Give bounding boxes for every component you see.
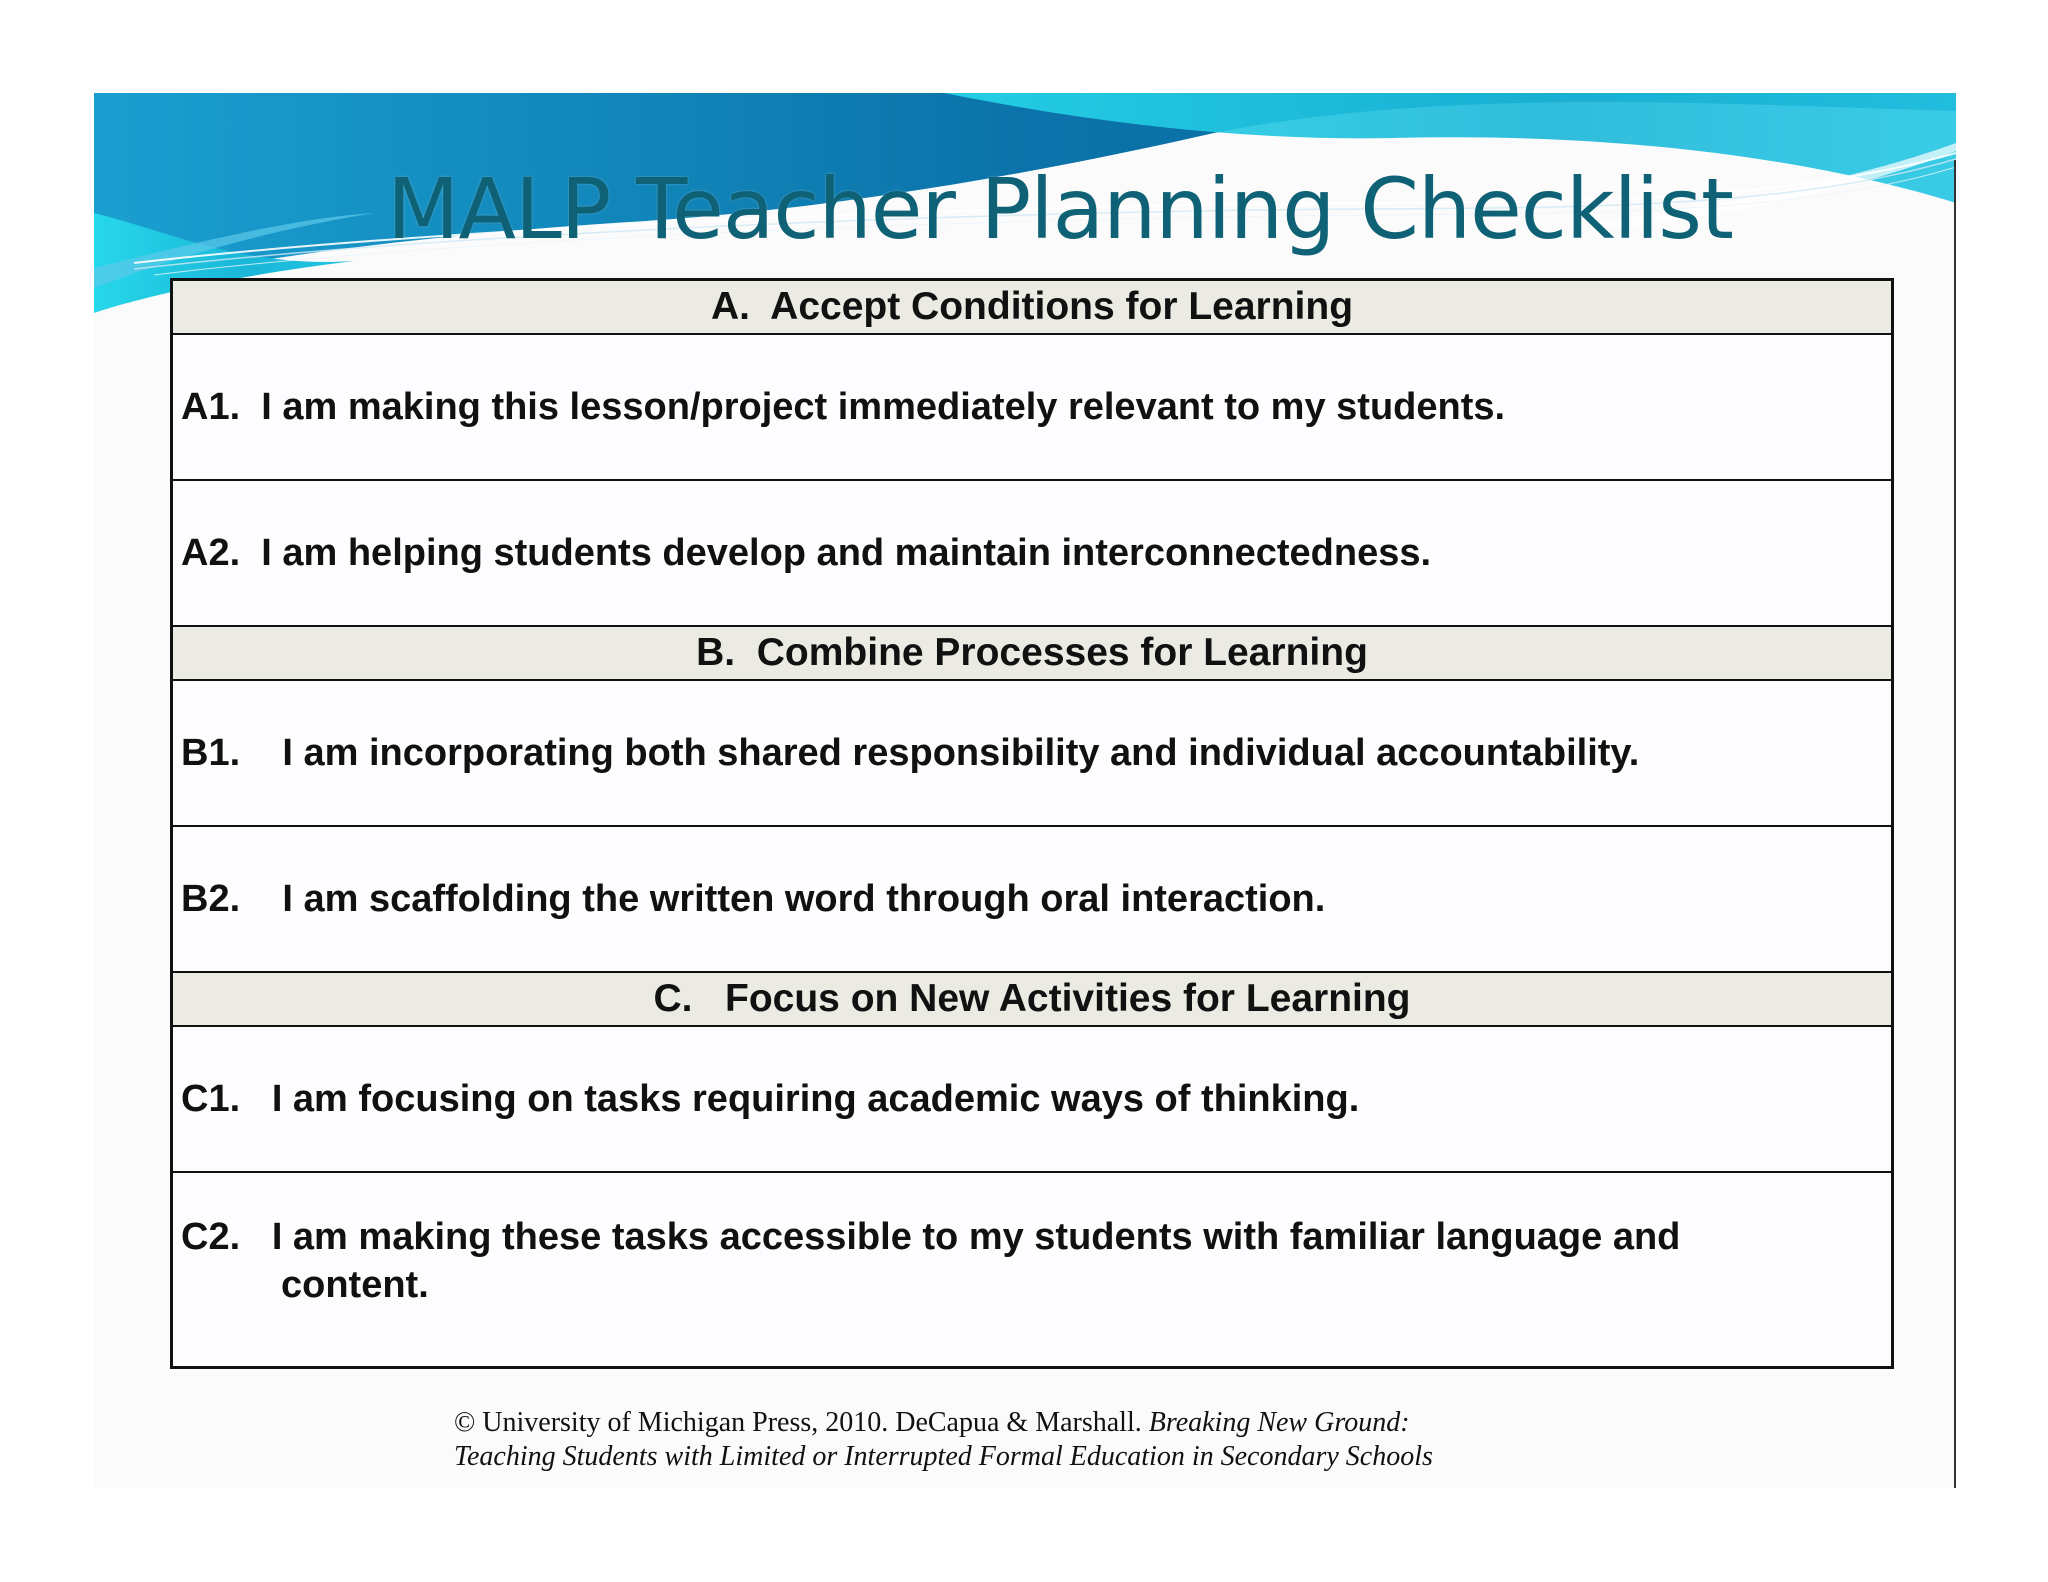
item-text: I am scaffolding the written word through oral interaction.: [282, 877, 1326, 920]
checklist-item-c1: [173, 1027, 1891, 1173]
section-header-b: B. Combine Processes for Learning: [173, 627, 1891, 681]
section-header-a: A. Accept Conditions for Learning: [173, 281, 1891, 335]
checklist-item-b2: [173, 827, 1891, 973]
checklist-item-c2: [173, 1173, 1891, 1366]
checklist-item-b1: [173, 681, 1891, 827]
item-text: I am incorporating both shared responsibility and individual accountability.: [282, 731, 1640, 774]
citation-line-1: [454, 1406, 1654, 1440]
citation: [454, 1406, 1654, 1474]
item-wrap: [181, 1213, 1680, 1309]
citation-book-title: Breaking New Ground:: [1148, 1407, 1410, 1438]
slide: [94, 93, 1956, 1488]
item-code: A2.: [181, 531, 262, 574]
item-text: I am focusing on tasks requiring academic ways of thinking.: [271, 1077, 1360, 1120]
item-text-continued: content.: [281, 1264, 429, 1306]
section-header-c: C. Focus on New Activities for Learning: [173, 973, 1891, 1027]
checklist-item-a1: [173, 335, 1891, 481]
item-text: I am making these tasks accessible to my students with familiar language and: [271, 1216, 1681, 1258]
page-title: MALP Teacher Planning Checklist: [387, 160, 1733, 258]
item-code: C1.: [181, 1077, 272, 1120]
item-text: I am making this lesson/project immediately relevant to my students.: [261, 385, 1506, 428]
item-code: B2.: [181, 877, 283, 920]
item-text: I am helping students develop and maintain interconnectedness.: [261, 531, 1432, 574]
item-code: A1.: [181, 385, 262, 428]
checklist-table: [170, 278, 1894, 1369]
item-code: B1.: [181, 731, 283, 774]
item-code: C2.: [181, 1216, 272, 1258]
citation-line-2: Teaching Students with Limited or Interrupted Formal Education in Secondary Schools: [454, 1441, 1433, 1472]
checklist-item-a2: [173, 481, 1891, 627]
citation-publisher: © University of Michigan Press, 2010. DeCapua & Marshall.: [454, 1407, 1149, 1438]
slide-border-right: [1954, 160, 1956, 1488]
